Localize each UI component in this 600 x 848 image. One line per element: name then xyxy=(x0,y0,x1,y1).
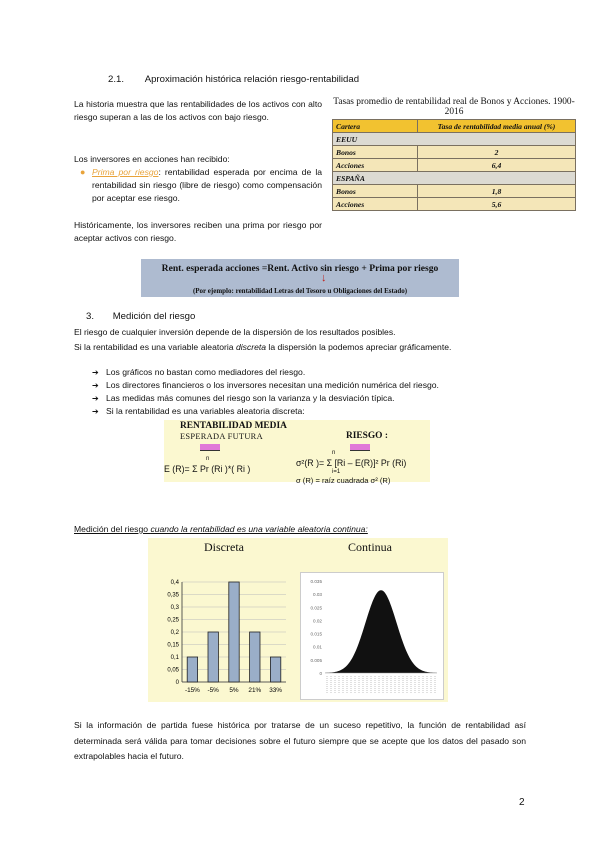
premium-definition: : rentabilidad esperada por encima de la rentabilidad sin riesgo (libre de riesgo) como compensación por aceptar ese riesgo. xyxy=(92,167,323,203)
section-title: Medición del riesgo xyxy=(112,311,196,322)
table-cell-label: Acciones xyxy=(333,159,418,172)
continuous-chart-title: Continua xyxy=(348,540,392,554)
section-heading-3 xyxy=(86,310,195,323)
list-item: ➔ Los directores financieros o los inversores necesitan una medición numérica del riesgo. xyxy=(92,379,562,392)
sum-upper-right: n xyxy=(332,450,336,456)
continuous-caption-em: cuando la rentabilidad es una variable aleatoria continua: xyxy=(150,524,368,534)
intro-paragraph: La historia muestra que las rentabilidades de los activos con alto riesgo superan a las de los activos con bajo riesgo. xyxy=(74,99,322,122)
table-cell-label: Bonos xyxy=(333,185,418,198)
section-title: Aproximación histórica relación riesgo-rentabilidad xyxy=(144,74,360,85)
section-heading-2-1 xyxy=(108,73,359,86)
returns-table xyxy=(332,119,576,211)
y-tick-label: 0,3 xyxy=(170,605,179,611)
variance-formula: σ²(R )= Σ [Ri – E(R)]² Pr (Ri) xyxy=(296,458,407,468)
continuous-chart-frame xyxy=(300,572,444,700)
bar xyxy=(208,632,218,682)
formula-box xyxy=(141,259,459,297)
charts-panel xyxy=(148,538,448,702)
list-item: ➔ Las medidas más comunes del riesgo son la varianza y la desviación típica. xyxy=(92,392,562,405)
formula-main: Rent. esperada acciones =Rent. Activo sin riesgo + Prima por riesgo xyxy=(161,263,439,274)
mean-subtitle: ESPERADA FUTURA xyxy=(180,432,263,441)
y-tick-label: 0,1 xyxy=(170,655,179,661)
returns-table-box xyxy=(332,97,576,211)
risk-line-2-a: Si la rentabilidad es una variable aleatoria xyxy=(74,342,236,352)
section-number: 3. xyxy=(86,311,95,322)
y-tick-label: 0.035 xyxy=(310,579,322,584)
table-header-row xyxy=(333,120,576,133)
bar xyxy=(250,632,260,682)
table-cell-label: Acciones xyxy=(333,198,418,211)
risk-line-2 xyxy=(74,341,451,354)
table-cell-value: 1,8 xyxy=(418,185,576,198)
investors-line: Los inversores en acciones han recibido: xyxy=(74,154,230,164)
y-tick-label: 0,05 xyxy=(167,667,179,674)
y-tick-label: 0.005 xyxy=(310,657,322,663)
bar xyxy=(229,582,239,682)
mean-marker-icon xyxy=(200,444,220,451)
table-group-row xyxy=(333,133,576,146)
bullet-dot-icon: ● xyxy=(80,167,86,177)
y-tick-label: 0.015 xyxy=(310,631,322,637)
y-tick-label: 0 xyxy=(319,671,322,676)
x-tick-label: 5% xyxy=(229,687,239,694)
y-tick-label: 0,25 xyxy=(167,617,179,624)
arrow-list xyxy=(92,366,562,418)
continuous-caption xyxy=(74,523,368,536)
x-tick-label: 33% xyxy=(269,687,282,694)
table-row xyxy=(333,198,576,211)
formula-panel xyxy=(164,420,430,485)
table-cell-label: Bonos xyxy=(333,146,418,159)
discrete-chart-title: Discreta xyxy=(204,540,244,554)
continuous-caption-a: Medición del riesgo xyxy=(74,524,151,534)
premium-bullet xyxy=(80,166,323,205)
table-group-row xyxy=(333,172,576,185)
y-tick-label: 0.03 xyxy=(313,592,322,598)
risk-line-2-em: discreta xyxy=(235,342,267,352)
page-number: 2 xyxy=(519,797,525,808)
risk-line-2-b: la dispersión la podemos apreciar gráficamente. xyxy=(266,342,452,352)
std-dev-formula: σ (R) = raíz cuadrada σ² (R) xyxy=(296,476,391,485)
x-tick-label: 21% xyxy=(248,687,262,694)
y-tick-label: 0.02 xyxy=(313,618,322,624)
table-header-cartera: Cartera xyxy=(333,120,418,133)
x-tick-label: -5% xyxy=(207,687,219,694)
risk-title: RIESGO : xyxy=(346,431,388,441)
table-header-rate: Tasa de rentabilidad media anual (%) xyxy=(418,120,576,133)
discrete-bar-chart xyxy=(152,574,294,698)
y-tick-label: 0.01 xyxy=(313,644,322,650)
sum-upper-left: n xyxy=(206,456,210,462)
returns-table-title: Tasas promedio de rentabilidad real de Bonos y Acciones. 1900-2016 xyxy=(333,97,575,117)
x-tick-label: -15% xyxy=(184,687,200,694)
list-item: ➔ Si la rentabilidad es una variables aleatoria discreta: xyxy=(92,405,562,418)
bar xyxy=(270,657,280,682)
premium-term: Prima por riesgo xyxy=(92,167,159,177)
final-paragraph: Si la información de partida fuese histórica por tratarse de un suceso repetitivo, la función de rentabilidad así determinada será válida para tomar decisiones sobre el futuro siempre que se acepte que los datos del pasado son extrapolables hacia el futuro. xyxy=(74,720,526,761)
table-row xyxy=(333,146,576,159)
normal-density-area xyxy=(325,590,437,673)
sum-lower-right: i=1 xyxy=(332,469,341,475)
section-number: 2.1. xyxy=(108,74,125,85)
formula-example: (Por ejemplo: rentabilidad Letras del Tesoro u Obligaciones del Estado) xyxy=(192,287,408,295)
mean-title: RENTABILIDAD MEDIA xyxy=(180,421,287,431)
bar xyxy=(187,657,197,682)
y-tick-label: 0,2 xyxy=(170,630,179,636)
down-arrow-icon: ↓ xyxy=(321,272,327,284)
expected-return-formula: E (R)= Σ Pr (Ri )*( Ri ) xyxy=(164,464,251,474)
y-tick-label: 0 xyxy=(175,680,179,686)
risk-marker-icon xyxy=(350,444,370,451)
y-tick-label: 0.025 xyxy=(310,605,322,611)
table-row xyxy=(333,159,576,172)
risk-line-1: El riesgo de cualquier inversión depende de la dispersión de los resultados posibles. xyxy=(74,327,396,337)
list-item: ➔ Los gráficos no bastan como mediadores del riesgo. xyxy=(92,366,562,379)
y-tick-label: 0,4 xyxy=(170,580,179,586)
y-tick-label: 0,15 xyxy=(167,642,179,649)
historic-paragraph: Históricamente, los inversores reciben una prima por riesgo por aceptar activos con riesgo. xyxy=(74,220,322,243)
table-cell-value: 6,4 xyxy=(418,159,576,172)
table-group-eeuu: EEUU xyxy=(333,133,576,146)
y-tick-label: 0,35 xyxy=(167,592,179,599)
table-group-espana: ESPAÑA xyxy=(333,172,576,185)
table-row xyxy=(333,185,576,198)
continuous-area-chart xyxy=(301,573,443,699)
table-cell-value: 5,6 xyxy=(418,198,576,211)
table-cell-value: 2 xyxy=(418,146,576,159)
